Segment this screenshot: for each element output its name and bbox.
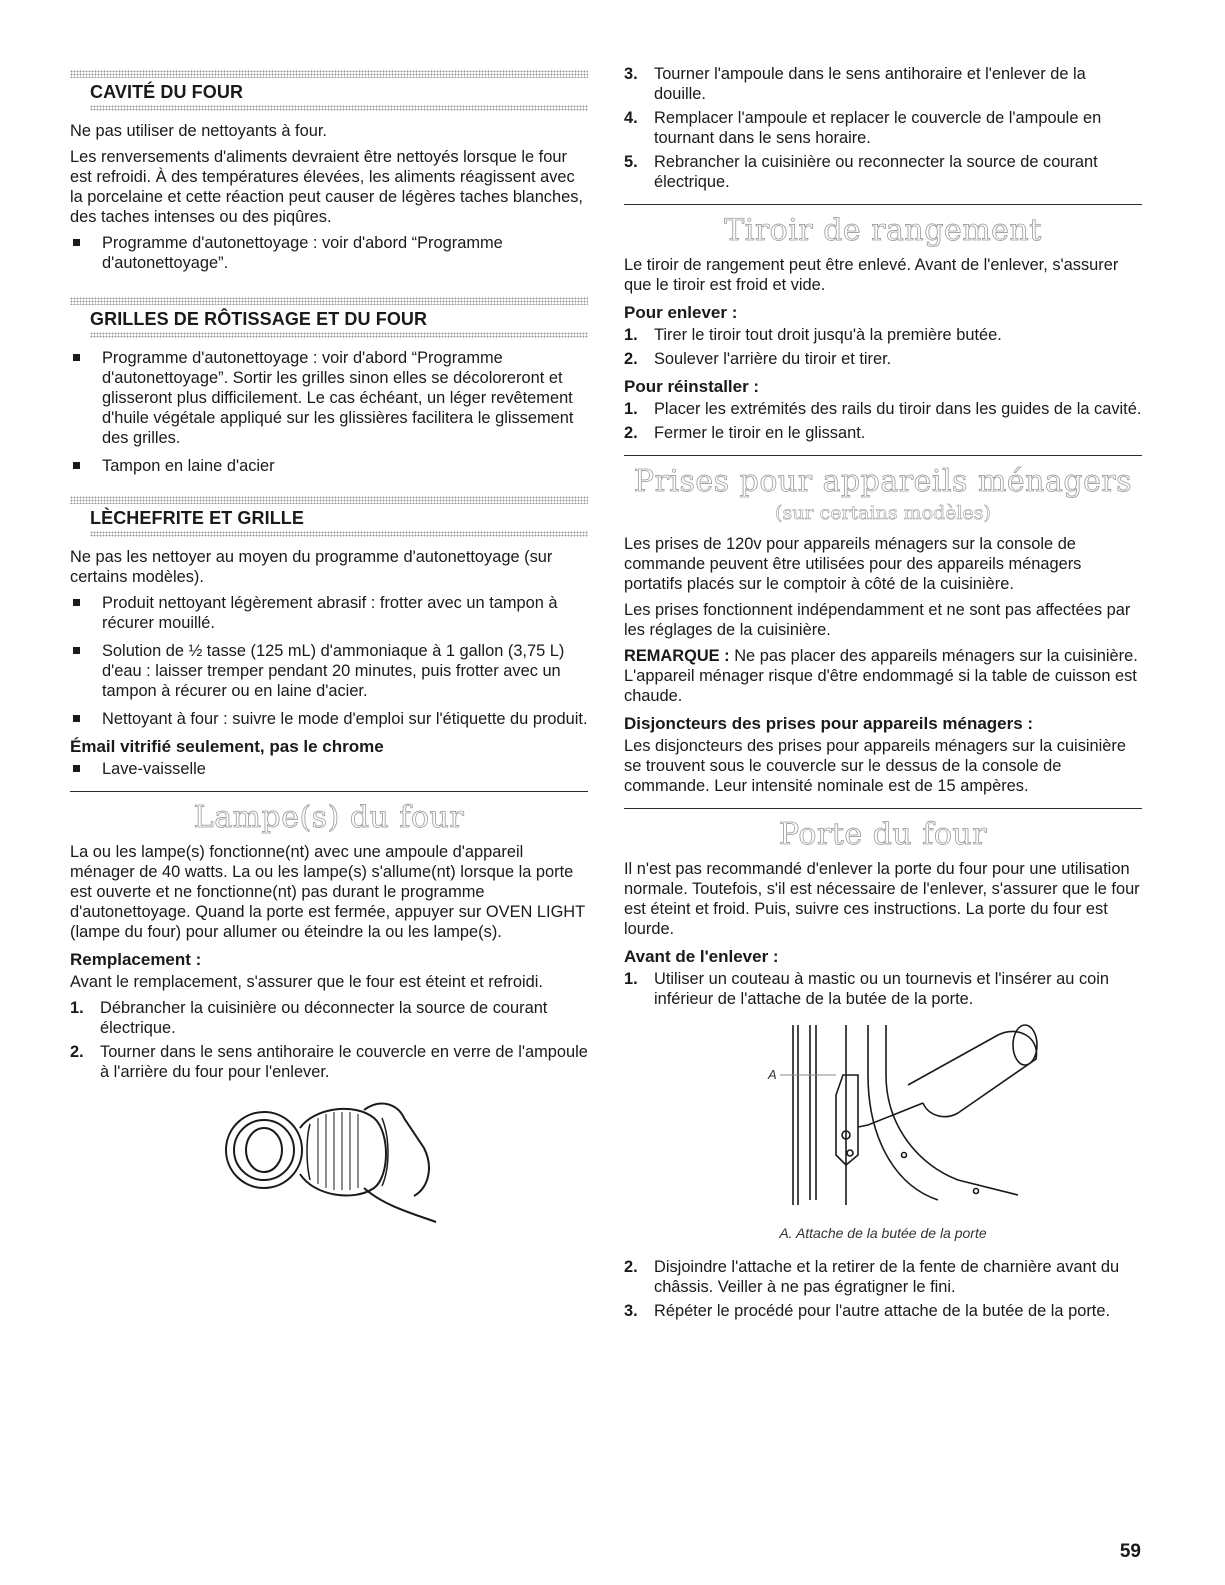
paragraph: Le tiroir de rangement peut être enlevé. Avant de l'enlever, s'assurer que le tiroir est froid et vide. — [624, 256, 1119, 294]
step-item — [624, 1257, 1142, 1297]
door-latch-illustration — [718, 1015, 1048, 1215]
section-title-porte: Porte du four — [778, 817, 988, 852]
step-number: 1. — [70, 999, 84, 1017]
numbered-list — [624, 969, 1142, 1009]
step-number: 3. — [624, 65, 638, 83]
step-number: 5. — [624, 153, 638, 171]
bullet-item: Produit nettoyant légèrement abrasif : frotter avec un tampon à récurer mouillé. — [70, 593, 588, 633]
figure-caption: A. Attache de la butée de la porte — [779, 1225, 987, 1241]
bullet-item: Programme d'autonettoyage : voir d'abord “Programme d'autonettoyage”. — [70, 233, 588, 273]
section-porte — [624, 808, 1142, 1321]
step-text: Répéter le procédé pour l'autre attache de la butée de la porte. — [654, 1302, 1111, 1320]
remarque-text: Ne pas placer des appareils ménagers sur la cuisinière. L'appareil ménager risque d'être endommagé si la table de cuisson est chaude. — [624, 647, 1138, 705]
section-heading-grilles — [70, 297, 588, 338]
section-title-tiroir: Tiroir de rangement — [724, 213, 1042, 248]
heading-grilles: GRILLES DE RÔTISSAGE ET DU FOUR — [90, 309, 428, 329]
section-title-prises: Prises pour appareils ménagers — [633, 464, 1133, 499]
right-column — [624, 64, 1142, 1327]
step-item — [624, 969, 1142, 1009]
numbered-list — [70, 998, 588, 1082]
step-text: Tourner dans le sens antihoraire le couvercle en verre de l'ampoule à l'arrière du four pour l'enlever. — [100, 1043, 588, 1081]
email-label: Émail vitrifié seulement, pas le chrome — [70, 737, 384, 756]
numbered-list — [624, 399, 1142, 443]
step-number: 1. — [624, 970, 638, 988]
step-number: 1. — [624, 400, 638, 418]
dotted-rule — [90, 531, 588, 537]
dotted-rule — [70, 70, 588, 78]
section-lampe — [70, 791, 588, 1238]
step-text: Placer les extrémités des rails du tiroir dans les guides de la cavité. — [654, 400, 1142, 418]
section-heading-cavite — [70, 70, 588, 111]
dotted-rule — [70, 297, 588, 305]
step-text: Tourner l'ampoule dans le sens antihoraire et l'enlever de la douille. — [654, 65, 1086, 103]
step-item — [70, 998, 588, 1038]
section-title-lampe: Lampe(s) du four — [193, 800, 465, 835]
disjoncteurs-label: Disjoncteurs des prises pour appareils ménagers : — [624, 714, 1034, 733]
step-text: Tirer le tiroir tout droit jusqu'à la première butée. — [654, 326, 1002, 344]
bullet-item: Programme d'autonettoyage : voir d'abord “Programme d'autonettoyage”. Sortir les grilles sinon elles se décoloreront et glisseront plus difficilement. Le cas échéant, un léger revêtement d'huile végétale appliqué sur les glissières facilitera le glissement des grilles. — [70, 348, 588, 448]
step-item — [624, 349, 1142, 369]
step-text: Fermer le tiroir en le glissant. — [654, 424, 866, 442]
step-number: 4. — [624, 109, 638, 127]
dotted-rule — [90, 105, 588, 111]
paragraph: Ne pas utiliser de nettoyants à four. — [70, 122, 327, 140]
numbered-list — [624, 325, 1142, 369]
avant-label: Avant de l'enlever : — [624, 947, 779, 966]
bullet-item: Tampon en laine d'acier — [70, 456, 588, 476]
reinstaller-label: Pour réinstaller : — [624, 377, 760, 396]
paragraph: Ne pas les nettoyer au moyen du programme d'autonettoyage (sur certains modèles). — [70, 548, 553, 586]
numbered-list — [624, 1257, 1142, 1321]
step-text: Disjoindre l'attache et la retirer de la fente de charnière avant du châssis. Veiller à ne pas égratigner le fini. — [654, 1258, 1120, 1296]
remarque-paragraph — [624, 646, 1142, 706]
figure-label-a: A — [768, 1067, 777, 1082]
section-heading-lechefrite — [70, 496, 588, 537]
page-number: 59 — [1119, 1541, 1141, 1562]
paragraph: Les disjoncteurs des prises pour appareils ménagers sur la cuisinière se trouvent sous le couvercle sur le dessus de la console de commande. Leur intensité nominale est de 15 ampères. — [624, 737, 1126, 795]
bullet-list — [70, 233, 588, 273]
step-number: 2. — [624, 350, 638, 368]
step-item — [624, 64, 1142, 104]
step-number: 2. — [70, 1043, 84, 1061]
paragraph: La ou les lampe(s) fonctionne(nt) avec une ampoule d'appareil ménager de 40 watts. La ou les lampe(s) s'allume(nt) lorsque la porte est ouverte et ne fonctionne(nt) pas durant le programme d'autonettoyage. Quand la porte est fermée, appuyer sur OVEN LIGHT (lampe du four) pour allumer ou éteindre la ou les lampe(s). — [70, 843, 585, 941]
bullet-item: Nettoyant à four : suivre le mode d'emploi sur l'étiquette du produit. — [70, 709, 588, 729]
numbered-list — [624, 64, 1142, 192]
dotted-rule — [70, 496, 588, 504]
step-item — [624, 423, 1142, 443]
step-text: Remplacer l'ampoule et replacer le couvercle de l'ampoule en tournant dans le sens horaire. — [654, 109, 1102, 147]
paragraph: Les prises fonctionnent indépendamment et ne sont pas affectées par les réglages de la cuisinière. — [624, 601, 1131, 639]
step-text: Rebrancher la cuisinière ou reconnecter la source de courant électrique. — [654, 153, 1098, 191]
step-item — [624, 1301, 1142, 1321]
bullet-list — [70, 593, 588, 729]
step-text: Soulever l'arrière du tiroir et tirer. — [654, 350, 892, 368]
step-item — [624, 399, 1142, 419]
step-number: 2. — [624, 424, 638, 442]
step-text: Utiliser un couteau à mastic ou un tournevis et l'insérer au coin inférieur de l'attache de la butée de la porte. — [654, 970, 1110, 1008]
bulb-cover-illustration — [214, 1088, 444, 1238]
step-item — [624, 325, 1142, 345]
section-tiroir — [624, 204, 1142, 443]
step-item — [624, 152, 1142, 192]
remarque-label: REMARQUE : — [624, 647, 730, 665]
section-subtitle-prises: (sur certains modèles) — [775, 502, 991, 524]
step-number: 1. — [624, 326, 638, 344]
step-item — [70, 1042, 588, 1082]
bullet-item: Lave-vaisselle — [70, 759, 588, 779]
section-prises — [624, 455, 1142, 796]
step-item — [624, 108, 1142, 148]
heading-cavite-du-four: CAVITÉ DU FOUR — [90, 82, 244, 102]
enlever-label: Pour enlever : — [624, 303, 738, 322]
step-number: 2. — [624, 1258, 638, 1276]
step-number: 3. — [624, 1302, 638, 1320]
paragraph: Les prises de 120v pour appareils ménagers sur la console de commande peuvent être utilisées pour des appareils ménagers portatifs placés sur le comptoir à côté de la cuisinière. — [624, 535, 1082, 593]
heading-lechefrite: LÈCHEFRITE ET GRILLE — [90, 508, 305, 528]
dotted-rule — [90, 332, 588, 338]
remplacement-label: Remplacement : — [70, 950, 202, 969]
bullet-item: Solution de ½ tasse (125 mL) d'ammoniaque à 1 gallon (3,75 L) d'eau : laisser tremper pendant 20 minutes, puis frotter avec un tampon à récurer ou en laine d'acier. — [70, 641, 588, 701]
paragraph: Les renversements d'aliments devraient être nettoyés lorsque le four est refroidi. À des températures élevées, les aliments réagissent avec la porcelaine et cette réaction peut causer de légères taches blanches, des taches intenses ou des piqûres. — [70, 148, 583, 226]
paragraph: Avant le remplacement, s'assurer que le four est éteint et refroidi. — [70, 973, 543, 991]
bullet-list — [70, 348, 588, 476]
step-text: Débrancher la cuisinière ou déconnecter la source de courant électrique. — [100, 999, 548, 1037]
bullet-list — [70, 759, 588, 779]
paragraph: Il n'est pas recommandé d'enlever la porte du four pour une utilisation normale. Toutefois, s'il est nécessaire de l'enlever, s'assurer que le four est éteint et froid. Puis, suivre ces instructions. La porte du four est lourde. — [624, 860, 1140, 938]
left-column — [70, 64, 588, 1238]
